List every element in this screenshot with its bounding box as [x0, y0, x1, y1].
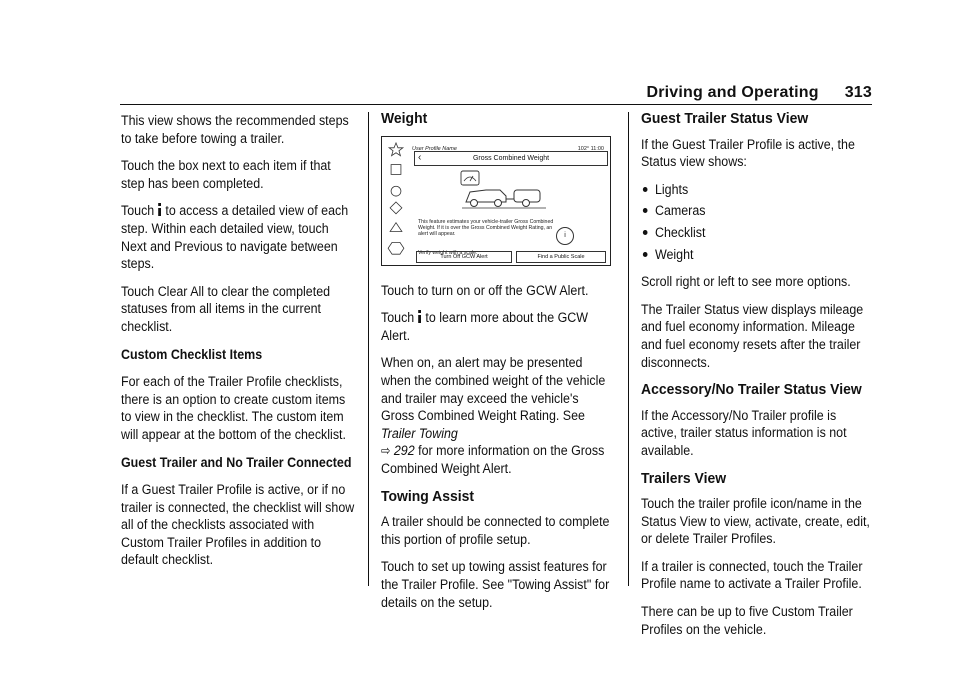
info-icon [417, 310, 422, 323]
text-span: Touch [381, 310, 415, 326]
triangle-icon [390, 222, 402, 231]
screen-status: 102° 11:00 [577, 145, 604, 152]
heading-accessory-status: Accessory/No Trailer Status View [641, 381, 862, 399]
status-bullet-list [641, 181, 872, 263]
text-span: to learn more about the GCW Alert. [381, 310, 589, 343]
text-span: When on, an alert may be presented when the combined weight of the vehicle and trailer may exceed the vehicle's Gross Combined Weight Rating. See [381, 355, 606, 424]
paragraph: The Trailer Status view displays mileage and fuel economy information. Mileage and fuel economy resets after the trailer disconnects. [641, 301, 864, 370]
page-ref-link[interactable]: 292 [393, 443, 415, 459]
text-span: to access a detailed view of each step. Within each detailed view, touch Next and Previous to navigate between steps. [121, 203, 349, 272]
screen-sidebar-icons [382, 137, 410, 265]
paragraph: Touch to turn on or off the GCW Alert. [381, 282, 589, 298]
paragraph: Scroll right or left to see more options. [641, 274, 851, 290]
heading-guest-trailer-status: Guest Trailer Status View [641, 110, 809, 127]
paragraph: If the Accessory/No Trailer profile is active, trailer status information is not available. [641, 407, 847, 458]
find-public-scale-button[interactable]: Find a Public Scale [516, 251, 606, 263]
paragraph: If the Guest Trailer Profile is active, the Status view shows: [641, 136, 855, 170]
paragraph: There can be up to five Custom Trailer Profiles on the vehicle. [641, 604, 853, 637]
bullet-icon [643, 187, 648, 192]
paragraph: Touch the box next to each item if that step has been completed. [121, 158, 331, 191]
paragraph [381, 354, 612, 477]
circle-icon [391, 186, 401, 196]
column-1 [121, 112, 356, 579]
paragraph: If a trailer is connected, touch the Trailer Profile name to activate a Trailer Profile. [641, 558, 863, 592]
bullet-icon [643, 230, 648, 235]
paragraph [381, 309, 612, 344]
column-divider-2 [628, 112, 629, 586]
list-item-label: Checklist [654, 224, 706, 240]
paragraph: This view shows the recommended steps to take before towing a trailer. [121, 113, 349, 146]
heading-trailers-view: Trailers View [641, 469, 727, 487]
heading-towing-assist: Towing Assist [381, 487, 475, 505]
subheading-guest-trailer: Guest Trailer and No Trailer Connected [121, 454, 352, 470]
column-2 [381, 112, 613, 621]
page-ref-arrow-icon: ⇨ [381, 443, 391, 459]
square-icon [391, 164, 401, 174]
screen-verify-note: Verify weight with a scale. [418, 249, 478, 256]
page-number: 313 [844, 84, 872, 101]
screen-profile-name: User Profile Name [412, 145, 457, 152]
screen-title: Gross Combined Weight [414, 151, 608, 166]
text-span: for more information on the Gross Combined Weight Alert. [381, 443, 605, 476]
gcw-screen-figure [381, 136, 611, 266]
list-item-label: Weight [654, 246, 694, 262]
bullet-icon [643, 252, 648, 257]
column-3 [641, 112, 873, 648]
list-item [641, 181, 872, 199]
turn-off-gcw-alert-button[interactable]: Turn Off GCW Alert [416, 251, 512, 263]
list-item [641, 224, 872, 242]
diamond-icon [390, 202, 402, 214]
list-item-label: Lights [654, 181, 689, 197]
paragraph [121, 202, 355, 272]
vehicle-trailer-scale-icon [460, 170, 548, 214]
back-chevron-icon[interactable]: ‹ [418, 151, 422, 163]
paragraph: For each of the Trailer Profile checklists, there is an option to create custom items to view in the checklist. The custom item will appear at the bottom of the checklist. [121, 374, 346, 442]
paragraph: A trailer should be connected to complete this portion of profile setup. [381, 514, 610, 547]
paragraph: Touch the trailer profile icon/name in the Status View to view, activate, create, edit, or delete Trailer Profiles. [641, 496, 870, 547]
bullet-icon [643, 208, 648, 213]
text-span: Touch [121, 203, 155, 219]
subheading-custom-checklist: Custom Checklist Items [121, 346, 263, 362]
paragraph: Touch Clear All to clear the completed statuses from all items in the current checklist. [121, 283, 331, 334]
list-item [641, 246, 872, 264]
paragraph: Touch to set up towing assist features for the Trailer Profile. See "Towing Assist" for details on the setup. [381, 559, 610, 610]
info-button[interactable]: i [556, 227, 574, 245]
trailer-towing-link[interactable]: Trailer Towing [381, 425, 458, 441]
section-title: Driving and Operating [646, 84, 819, 101]
heading-weight: Weight [381, 110, 428, 127]
list-item [641, 202, 872, 220]
header-rule [120, 104, 872, 105]
page-header [646, 84, 872, 102]
star-icon [389, 143, 403, 156]
column-divider-1 [368, 112, 369, 586]
hexagon-icon [388, 242, 404, 254]
list-item-label: Cameras [654, 203, 706, 219]
screen-description: This feature estimates your vehicle-trailer Gross Combined Weight. If it is over the Gross Combined Weight Rating, an alert will appear. [418, 218, 554, 238]
paragraph: If a Guest Trailer Profile is active, or if no trailer is connected, the checklist will show all of the checklists associated with Custom Trailer Profiles in addition to default checklist. [121, 482, 355, 568]
info-icon [157, 203, 162, 216]
